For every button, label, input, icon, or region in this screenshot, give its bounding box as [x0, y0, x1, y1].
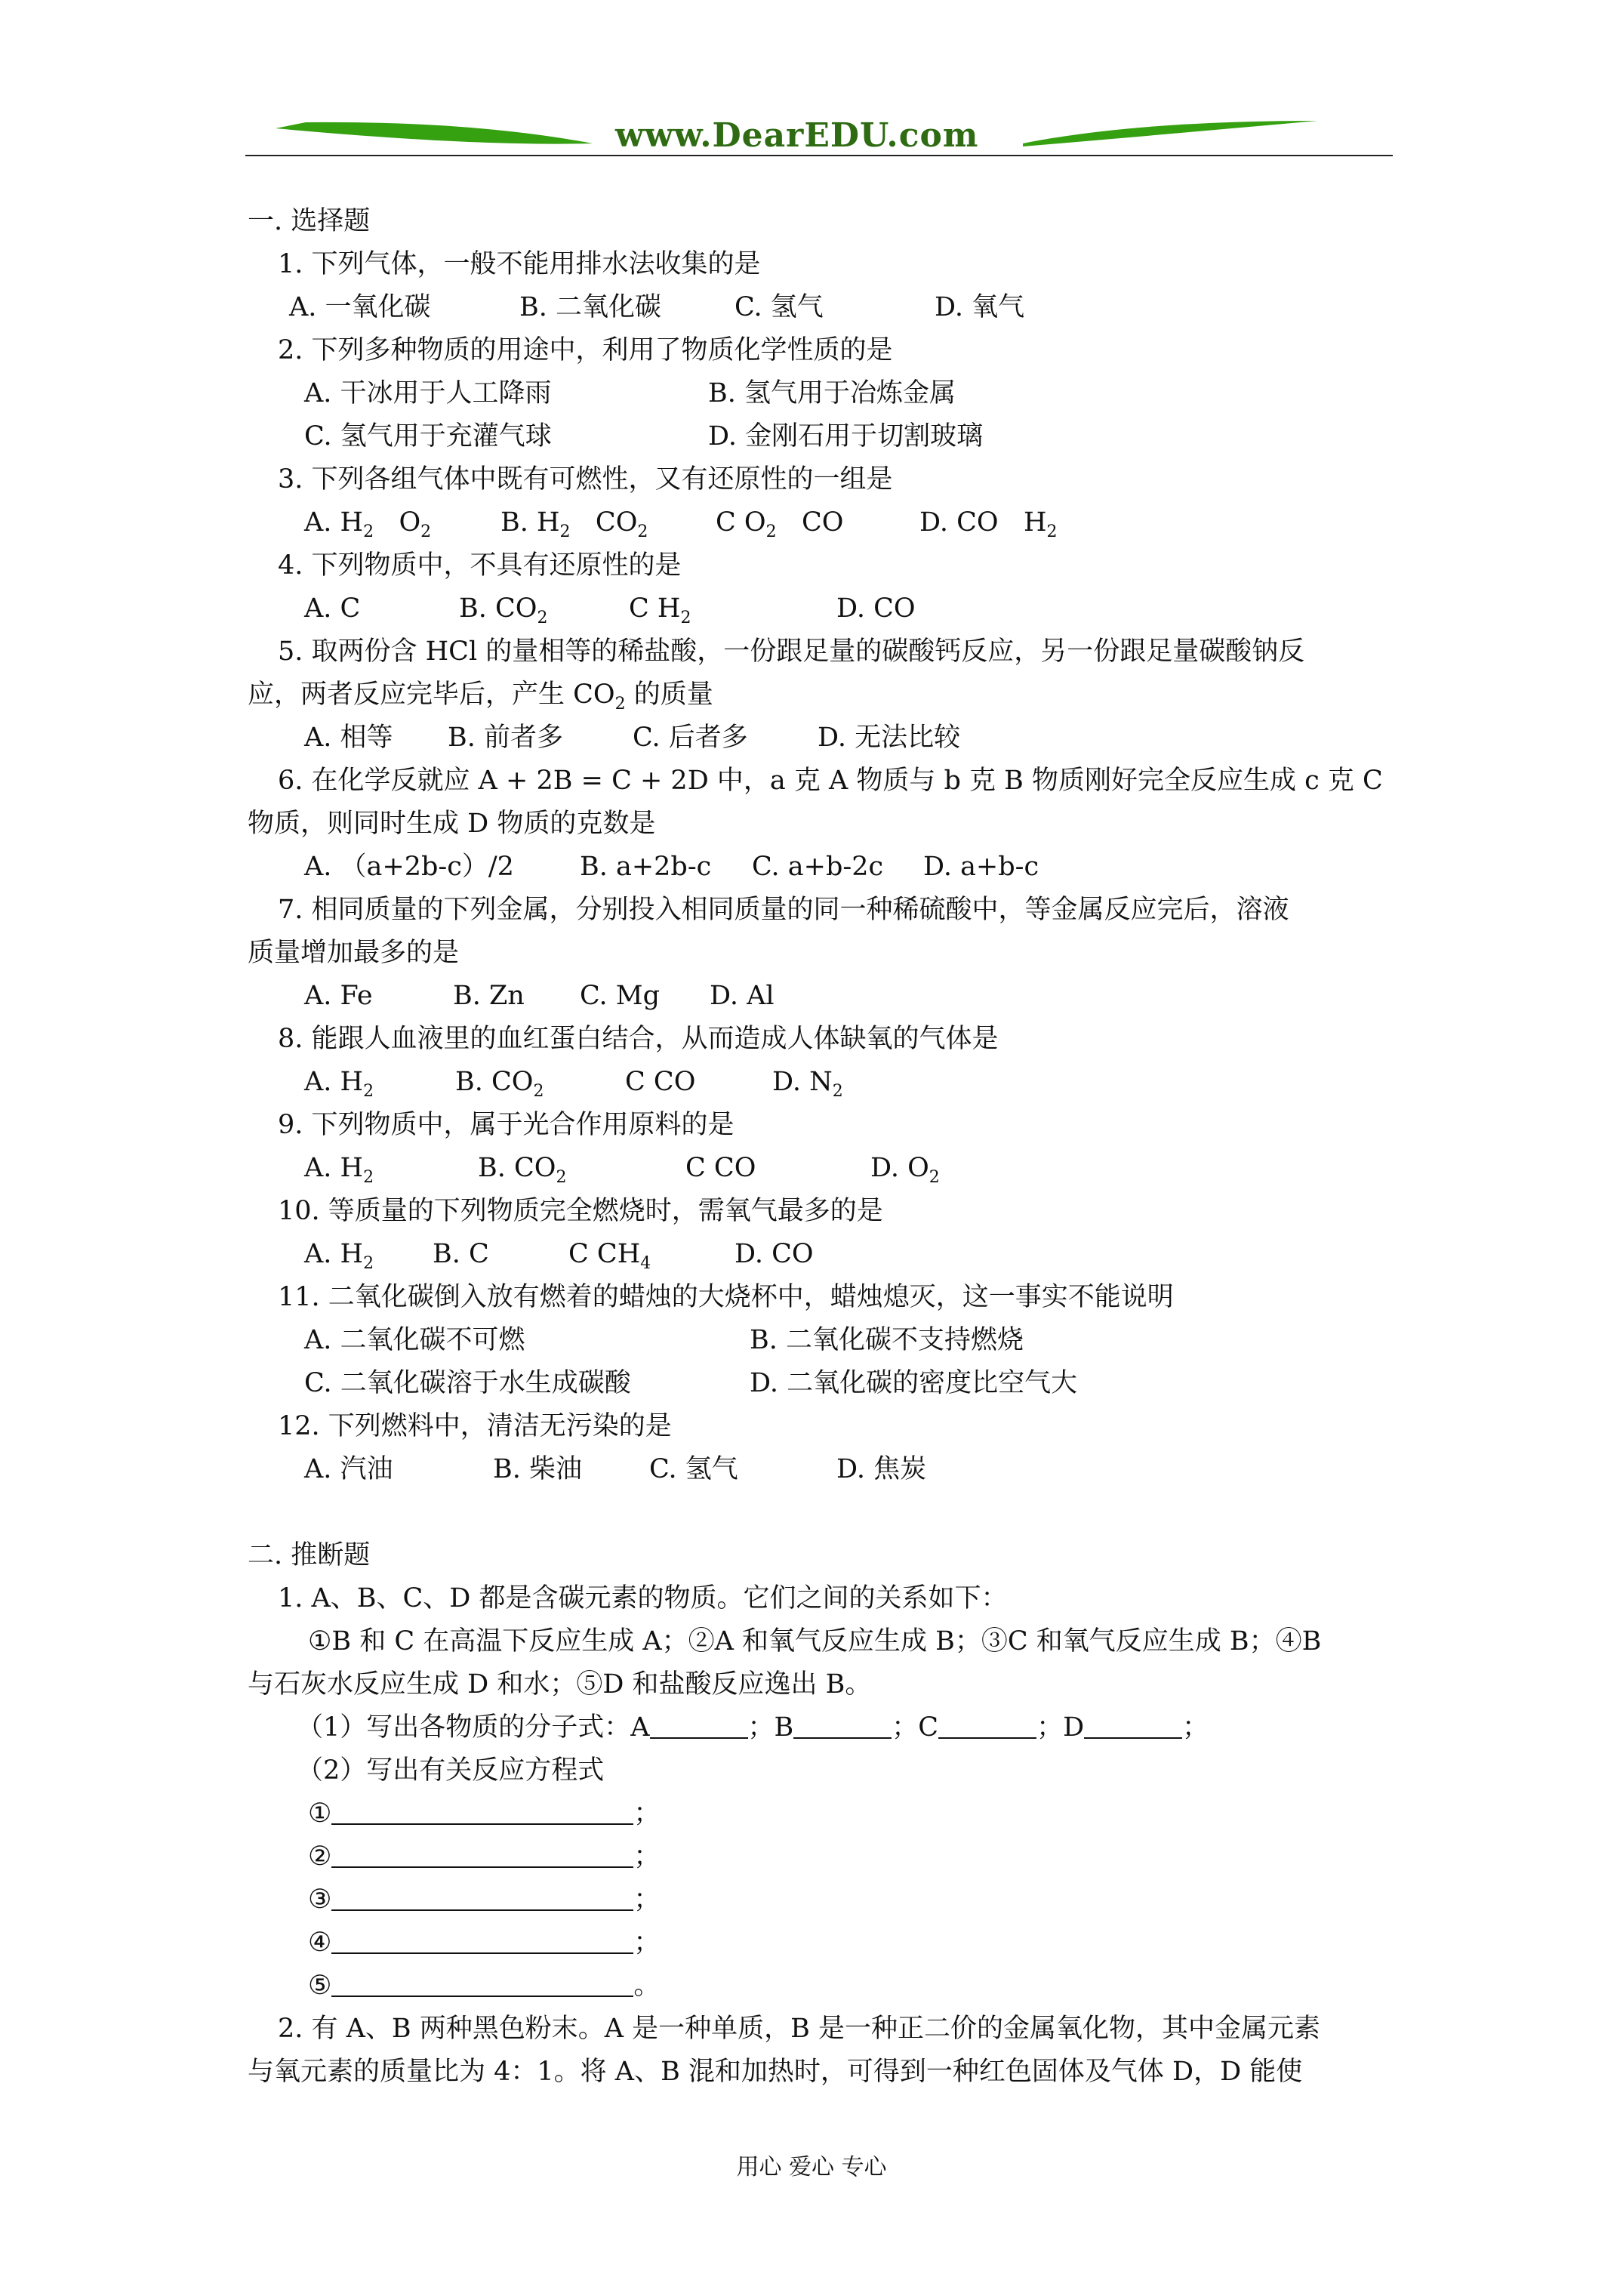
equation-line-1: ① ； — [308, 1798, 661, 1829]
option-a: A. $H_2$ — [304, 1153, 374, 1187]
option-b: B. 二氧化碳不支持燃烧 — [750, 1325, 1024, 1355]
inference-conditions-continued: 与石灰水反应生成 D 和水；⑤D 和盐酸反应逸出 B。 — [248, 1669, 872, 1700]
equation-line-5: ⑤ 。 — [308, 1971, 661, 2001]
option-a: A. 一氧化碳 — [289, 292, 431, 322]
equation-blank[interactable] — [331, 1841, 633, 1868]
option-d: D. 无法比较 — [818, 723, 961, 753]
option-a: A. 汽油 — [304, 1454, 393, 1484]
option-d: D. CO — [735, 1239, 814, 1269]
option-a: A. 干冰用于人工降雨 — [304, 378, 552, 408]
question-stem: 2. 下列多种物质的用途中，利用了物质化学性质的是 — [278, 335, 893, 365]
option-c: C. 氢气 — [735, 292, 824, 322]
option-a: A. C — [304, 593, 361, 624]
inference-2-stem-continued: 与氧元素的质量比为 4：1。将 A、B 混和加热时，可得到一种红色固体及气体 D，D 能使 — [248, 2057, 1303, 2087]
question-options — [248, 1147, 1395, 1190]
question-stem: 4. 下列物质中，不具有还原性的是 — [278, 550, 682, 581]
question-stem-continued: 应，两者反应完毕后，产生 $CO_2$ 的质量 — [248, 680, 713, 713]
option-c: C. a+b-2c — [752, 852, 884, 882]
option-b: B. 氢气用于冶炼金属 — [708, 378, 956, 408]
question-stem: 3. 下列各组气体中既有可燃性，又有还原性的一组是 — [278, 464, 893, 495]
answer-blank-c[interactable] — [938, 1712, 1036, 1739]
option-a: A. Fe — [304, 981, 373, 1011]
option-d: D. $N_2$ — [772, 1067, 843, 1101]
option-d: D. 金刚石用于切割玻璃 — [708, 421, 984, 451]
option-c: C $O_2$ CO — [716, 507, 844, 541]
question-options — [248, 717, 1395, 760]
option-d: D. a+b-c — [923, 852, 1039, 882]
question-stem: 10. 等质量的下列物质完全燃烧时，需氧气最多的是 — [278, 1196, 883, 1226]
equation-line-4: ④ ； — [308, 1928, 661, 1958]
option-b: B. Zn — [453, 981, 525, 1011]
question-stem: 6. 在化学反就应 A + 2B = C + 2D 中，a 克 A 物质与 b 克 B 物质刚好完全反应生成 c 克 C — [278, 766, 1383, 796]
option-b: B. C — [433, 1239, 489, 1269]
option-d: D. $O_2$ — [870, 1153, 940, 1187]
option-b: B. 柴油 — [493, 1454, 582, 1484]
question-stem: 12. 下列燃料中，清洁无污染的是 — [278, 1411, 672, 1441]
equation-blank[interactable] — [331, 1798, 633, 1825]
answer-formula-line: （1）写出各物质的分子式：A ；B ；C ；D ； — [297, 1712, 1209, 1743]
brand-logo-text[interactable]: www.DearEDU.com — [615, 116, 979, 155]
option-c: C CO — [625, 1067, 696, 1097]
option-b: B. a+2b-c — [580, 852, 712, 882]
header-rule — [245, 155, 1393, 156]
question-stem: 11. 二氧化碳倒入放有燃着的蜡烛的大烧杯中，蜡烛熄灭，这一事实不能说明 — [278, 1282, 1174, 1312]
option-d: D. 焦炭 — [836, 1454, 927, 1484]
inference-stem: 1. A、B、C、D 都是含碳元素的物质。它们之间的关系如下： — [278, 1583, 1008, 1613]
question-options — [248, 1448, 1395, 1491]
question-options — [248, 372, 1395, 415]
question-stem: 5. 取两份含 HCl 的量相等的稀盐酸，一份跟足量的碳酸钙反应，另一份跟足量碳酸钠反 — [278, 636, 1305, 667]
spacer — [248, 1491, 1395, 1534]
option-d: D. CO — [836, 593, 916, 624]
question-options — [248, 1061, 1395, 1104]
option-d: D. CO $H_2$ — [919, 507, 1058, 541]
option-b: B. $CO_2$ — [459, 593, 548, 627]
option-d: D. 氧气 — [935, 292, 1025, 322]
section-title: 一. 选择题 — [248, 206, 371, 236]
option-b: B. $CO_2$ — [455, 1067, 544, 1101]
question-options — [248, 286, 1395, 329]
question-stem: 1. 下列气体，一般不能用排水法收集的是 — [278, 249, 761, 279]
option-c: C. 后者多 — [633, 723, 748, 753]
option-c: C. 氢气用于充灌气球 — [304, 421, 552, 451]
option-c: C. 二氧化碳溶于水生成碳酸 — [304, 1368, 631, 1398]
equations-prompt: （2）写出有关反应方程式 — [297, 1755, 605, 1786]
question-options — [248, 975, 1395, 1018]
question-stem: 8. 能跟人血液里的血红蛋白结合，从而造成人体缺氧的气体是 — [278, 1024, 999, 1054]
option-b: B. $H_2$ $CO_2$ — [500, 507, 648, 541]
equation-line-3: ③ ； — [308, 1885, 661, 1915]
equation-line-2: ② ； — [308, 1841, 661, 1872]
question-options — [248, 587, 1395, 630]
question-options — [248, 415, 1395, 458]
option-a: A. $H_2$ — [304, 1067, 374, 1101]
option-c: C. Mg — [580, 981, 661, 1011]
question-options — [248, 1233, 1395, 1276]
answer-blank-a[interactable] — [650, 1712, 748, 1739]
question-stem: 9. 下列物质中，属于光合作用原料的是 — [278, 1110, 735, 1140]
option-c: C CO — [685, 1153, 756, 1183]
section-title: 二. 推断题 — [248, 1540, 371, 1570]
option-a: A. $H_2$ $O_2$ — [304, 507, 432, 541]
option-b: B. 二氧化碳 — [519, 292, 661, 322]
site-header — [245, 113, 1393, 159]
option-a: A. $H_2$ — [304, 1239, 374, 1273]
question-stem-continued: 物质，则同时生成 D 物质的克数是 — [248, 809, 656, 839]
option-d: D. 二氧化碳的密度比空气大 — [750, 1368, 1078, 1398]
question-options — [248, 846, 1395, 889]
option-b: B. $CO_2$ — [478, 1153, 567, 1187]
document-body — [248, 200, 1395, 2094]
equation-blank[interactable] — [331, 1927, 633, 1954]
option-a: A. 相等 — [304, 723, 393, 753]
question-options — [248, 501, 1395, 544]
page-footer: 用心 爱心 专心 — [736, 2154, 887, 2180]
answer-blank-d[interactable] — [1084, 1712, 1182, 1739]
option-b: B. 前者多 — [448, 723, 563, 753]
option-c: C $CH_4$ — [568, 1239, 651, 1273]
option-c: C. 氢气 — [649, 1454, 738, 1484]
equation-blank[interactable] — [331, 1970, 633, 1997]
question-stem: 7. 相同质量的下列金属，分别投入相同质量的同一种稀硫酸中，等金属反应完后，溶液 — [278, 895, 1289, 925]
option-a: A. 二氧化碳不可燃 — [304, 1325, 525, 1355]
question-options — [248, 1362, 1395, 1405]
question-options — [248, 1319, 1395, 1362]
option-d: D. Al — [710, 981, 775, 1011]
equation-blank[interactable] — [331, 1884, 633, 1911]
question-stem-continued: 质量增加最多的是 — [248, 938, 460, 968]
option-c: C $H_2$ — [629, 593, 691, 627]
option-a: A. （a+2b-c）/2 — [304, 852, 514, 882]
inference-conditions: ①B 和 C 在高温下反应生成 A；②A 和氧气反应生成 B；③C 和氧气反应生成 B；④B — [308, 1626, 1322, 1657]
inference-2-stem: 2. 有 A、B 两种黑色粉末。A 是一种单质，B 是一种正二价的金属氧化物，其中金属元素 — [278, 2014, 1321, 2044]
answer-blank-b[interactable] — [793, 1712, 892, 1739]
